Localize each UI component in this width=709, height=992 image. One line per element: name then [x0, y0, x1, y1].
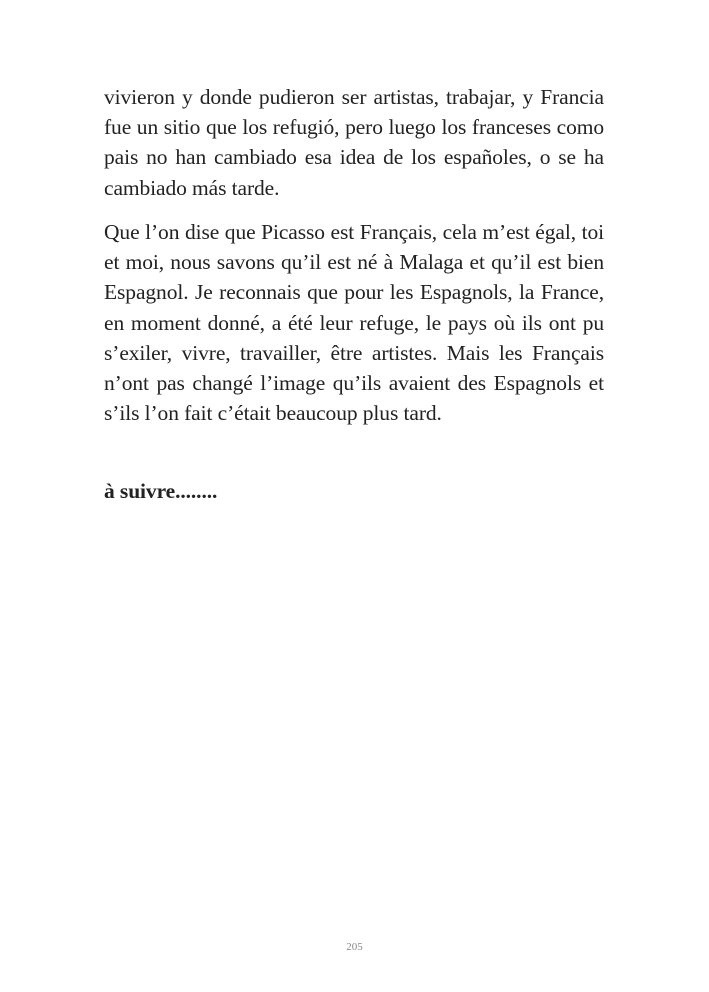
to-be-continued-label: à suivre........: [104, 479, 218, 503]
spanish-paragraph: vivieron y donde pudieron ser artistas, trabajar, y Francia fue un sitio que los refugió, pero luego los franceses como pais no han cambiado esa idea de los españoles, o se ha cambiado más tarde.: [104, 85, 604, 200]
page-number: 205: [346, 941, 363, 953]
french-paragraph: Que l’on dise que Picasso est Français, cela m’est égal, toi et moi, nous savons qu’il est né à Malaga et qu’il est bien Espagnol. Je reconnais que pour les Espagnols, la France, en moment donné, a été leur refuge, le pays où ils ont pu s’exiler, vivre, travailler, être artistes. Mais les Français n’ont pas changé l’image qu’ils avaient des Espagnols et s’ils l’on fait c’était beaucoup plus tard.: [104, 220, 604, 426]
